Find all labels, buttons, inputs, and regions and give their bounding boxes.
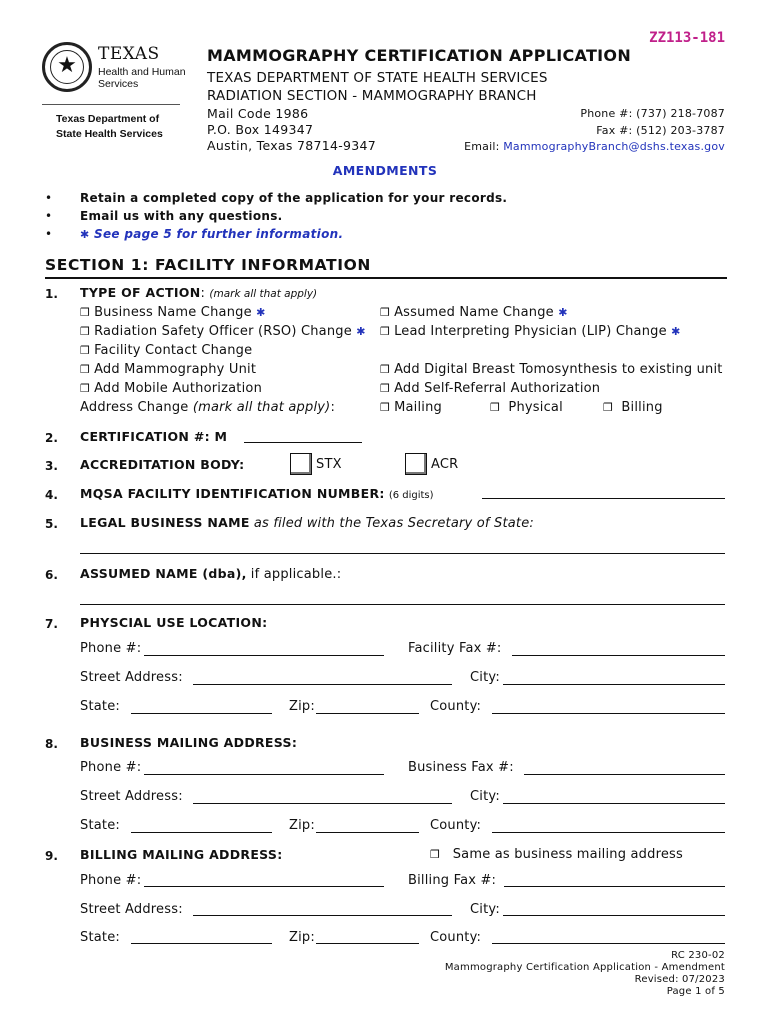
section-title: SECTION 1: FACILITY INFORMATION (45, 256, 371, 274)
assumed-name-label: ASSUMED NAME (dba), if applicable.: (80, 566, 342, 582)
fax-number: Fax #: (512) 203-3787 (596, 124, 725, 137)
certification-label: CERTIFICATION #: M (80, 429, 228, 444)
legal-name-input[interactable] (80, 553, 725, 554)
email-link[interactable]: MammographyBranch@dshs.texas.gov (503, 140, 725, 153)
footer-form-name: Mammography Certification Application - Amendment (444, 962, 725, 973)
checkbox-facility-contact-change[interactable]: ❒ Facility Contact Change (80, 343, 253, 358)
amend-bullet-1: Retain a completed copy of the application for your records. (80, 191, 508, 205)
physical-phone-input[interactable] (144, 655, 384, 656)
checkbox-add-dbt[interactable]: ❒ Add Digital Breast Tomosynthesis to existing unit (380, 362, 723, 377)
checkbox-assumed-name-change[interactable]: ❒ Assumed Name Change ✱ (380, 305, 568, 320)
physical-location-label: PHYSCIAL USE LOCATION: (80, 615, 268, 630)
checkbox-address-billing[interactable]: ❒ Billing (603, 400, 663, 415)
footer-page: Page 1 of 5 (666, 986, 725, 997)
type-of-action-label: TYPE OF ACTION: (mark all that apply) (80, 285, 318, 301)
address-change-label: Address Change (mark all that apply): (80, 400, 336, 415)
billing-phone-input[interactable] (144, 886, 384, 887)
footer-revised: Revised: 07/2023 (634, 974, 725, 985)
billing-street-input[interactable] (193, 915, 452, 916)
phone-number: Phone #: (737) 218-7087 (580, 107, 725, 120)
business-phone-input[interactable] (144, 774, 384, 775)
certification-input[interactable] (244, 442, 362, 443)
billing-fax-input[interactable] (504, 886, 725, 887)
asterisk-icon: ✱ (80, 228, 90, 241)
email-line (464, 140, 725, 153)
checkbox-address-physical[interactable]: ❒ Physical (490, 400, 563, 415)
footer-form-no: RC 230-02 (671, 950, 725, 961)
checkbox-business-name-change[interactable]: ❒ Business Name Change ✱ (80, 305, 266, 320)
business-address-label: BUSINESS MAILING ADDRESS: (80, 735, 298, 750)
billing-city-input[interactable] (503, 915, 725, 916)
po-box: P.O. Box 149347 (207, 122, 314, 137)
mail-code: Mail Code 1986 (207, 106, 309, 121)
legal-name-label: LEGAL BUSINESS NAME as filed with the Texas Secretary of State: (80, 515, 535, 531)
checkbox-acr[interactable] (405, 453, 427, 475)
business-street-input[interactable] (193, 803, 452, 804)
billing-zip-input[interactable] (316, 943, 419, 944)
stx-label: STX (316, 457, 342, 472)
email-label: Email: (464, 140, 504, 153)
amendments-heading: AMENDMENTS (332, 163, 438, 178)
footer (445, 950, 725, 998)
checkbox-lip-change[interactable]: ❒ Lead Interpreting Physician (LIP) Change ✱ (380, 324, 681, 339)
checkbox-add-mammography-unit[interactable]: ❒ Add Mammography Unit (80, 362, 257, 377)
form-code: ZZ113-181 (649, 30, 725, 46)
header-line2: RADIATION SECTION - MAMMOGRAPHY BRANCH (207, 88, 537, 104)
physical-city-input[interactable] (503, 684, 725, 685)
billing-address-label: BILLING MAILING ADDRESS: (80, 847, 283, 862)
business-city-input[interactable] (503, 803, 725, 804)
checkbox-self-referral[interactable]: ❒ Add Self-Referral Authorization (380, 381, 601, 396)
checkbox-address-mailing[interactable]: ❒ Mailing (380, 400, 442, 415)
billing-county-input[interactable] (492, 943, 725, 944)
business-state-input[interactable] (131, 832, 272, 833)
texas-seal-icon: ★ (42, 42, 92, 92)
assumed-name-input[interactable] (80, 604, 725, 605)
city-line: Austin, Texas 78714-9347 (207, 138, 377, 153)
logo-dept: Texas Department of State Health Services (56, 113, 163, 140)
business-county-input[interactable] (492, 832, 725, 833)
checkbox-add-mobile-authorization[interactable]: ❒ Add Mobile Authorization (80, 381, 263, 396)
checkbox-same-as-business[interactable]: ❒ Same as business mailing address (430, 847, 683, 862)
physical-street-input[interactable] (193, 684, 452, 685)
checkbox-rso-change[interactable]: ❒ Radiation Safety Officer (RSO) Change ✱ (80, 324, 366, 339)
amend-bullet-2: Email us with any questions. (80, 209, 283, 223)
logo-agency: TEXAS (98, 44, 160, 64)
acr-label: ACR (431, 457, 459, 472)
physical-state-input[interactable] (131, 713, 272, 714)
header-line1: TEXAS DEPARTMENT OF STATE HEALTH SERVICES (207, 70, 548, 86)
logo-agency-sub: Health and Human Services (98, 66, 186, 90)
business-fax-input[interactable] (524, 774, 725, 775)
mqsa-label: MQSA FACILITY IDENTIFICATION NUMBER: (6 digits) (80, 486, 434, 501)
billing-state-input[interactable] (131, 943, 272, 944)
physical-county-input[interactable] (492, 713, 725, 714)
business-zip-input[interactable] (316, 832, 419, 833)
accreditation-label: ACCREDITATION BODY: (80, 457, 245, 472)
amend-bullet-3: ✱ See page 5 for further information. (80, 227, 344, 241)
physical-fax-input[interactable] (512, 655, 725, 656)
mqsa-input[interactable] (482, 498, 725, 499)
checkbox-stx[interactable] (290, 453, 312, 475)
page-title: MAMMOGRAPHY CERTIFICATION APPLICATION (207, 46, 632, 65)
physical-zip-input[interactable] (316, 713, 419, 714)
